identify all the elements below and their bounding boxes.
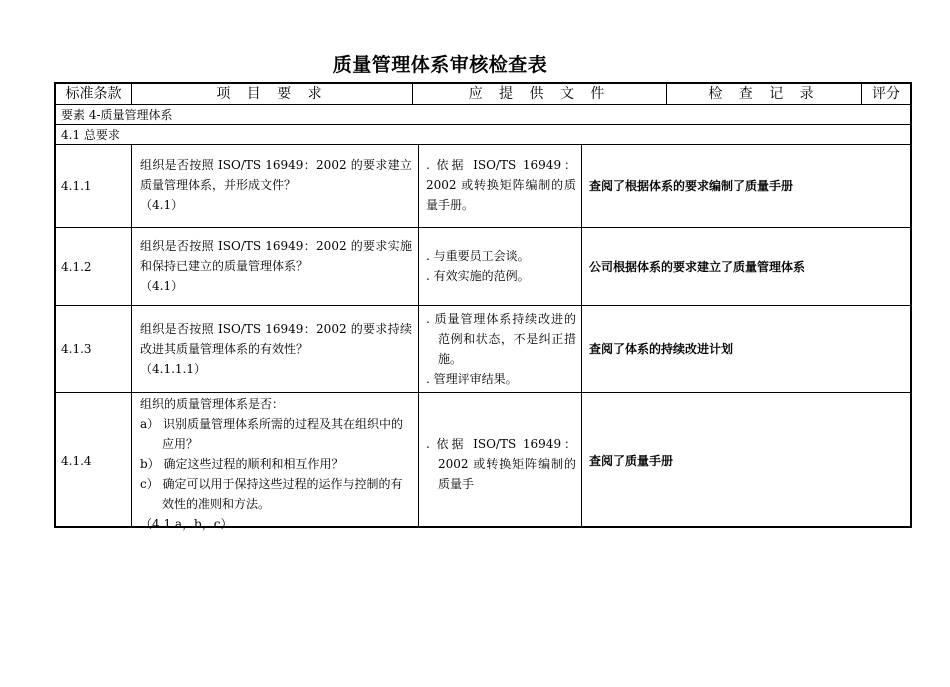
row-2-documents: . 与重要员工会谈。 . 有效实施的范例。 xyxy=(426,249,530,283)
header-record: 检 查 记 录 xyxy=(708,86,820,102)
header-documents: 应 提 供 文 件 xyxy=(468,86,611,102)
row-4-documents: . 依据 ISO/TS 16949：2002 或转换矩阵编制的质量手 xyxy=(426,437,576,491)
row-1-record: 查阅了根据体系的要求编制了质量手册 xyxy=(589,179,794,193)
row-1-requirement: 组织是否按照 ISO/TS 16949：2002 的要求建立质量管理体系，并形成文件？ （4.1） xyxy=(140,158,412,212)
row-4-clause: 4.1.4 xyxy=(61,453,92,468)
page-title: 质量管理体系审核检查表 xyxy=(332,54,548,76)
row-4-record: 查阅了质量手册 xyxy=(589,453,674,468)
body-divider-1 xyxy=(131,144,132,526)
body-divider-3 xyxy=(581,144,582,526)
section-label: 要素 4-质量管理体系 xyxy=(61,108,173,122)
header-requirement: 项 目 要 求 xyxy=(216,86,328,102)
section-rule xyxy=(56,124,910,125)
row-2-clause: 4.1.2 xyxy=(61,259,92,274)
row-2-requirement: 组织是否按照 ISO/TS 16949：2002 的要求实施和保持已建立的质量管理体系？ （4.1） xyxy=(140,239,412,293)
row-3-record: 查阅了体系的持续改进计划 xyxy=(589,342,734,356)
row-3-clause: 4.1.3 xyxy=(61,342,92,356)
row-1-clause: 4.1.1 xyxy=(61,179,92,193)
row-4-requirement: 组织的质量管理体系是否： a） 识别质量管理体系所需的过程及其在组织中的应用？ b） 确定这些过程的顺利和相互作用？ c） 确定可以用于保持这些过程的运作与控制的有效性的准则和方法。 （4.1.a，b，c） xyxy=(140,397,403,531)
row-2-record: 公司根据体系的要求建立了质量管理体系 xyxy=(589,259,806,274)
row-1-documents: . 依据 ISO/TS 16949：2002 或转换矩阵编制的质量手册。 xyxy=(426,158,576,212)
checklist-table xyxy=(54,82,912,531)
row-3-documents: . 质量管理体系持续改进的范例和状态，不是纠正措施。 . 管理评审结果。 xyxy=(426,312,576,386)
header-bottom-rule xyxy=(56,104,910,105)
subsection-label: 4.1 总要求 xyxy=(61,128,120,142)
row-3-requirement: 组织是否按照 ISO/TS 16949：2002 的要求持续改进其质量管理体系的有效性？ （4.1.1.1） xyxy=(140,322,412,376)
body-divider-2 xyxy=(418,144,419,526)
header-clause: 标准条款 xyxy=(65,86,122,102)
header-score: 评分 xyxy=(872,86,900,102)
